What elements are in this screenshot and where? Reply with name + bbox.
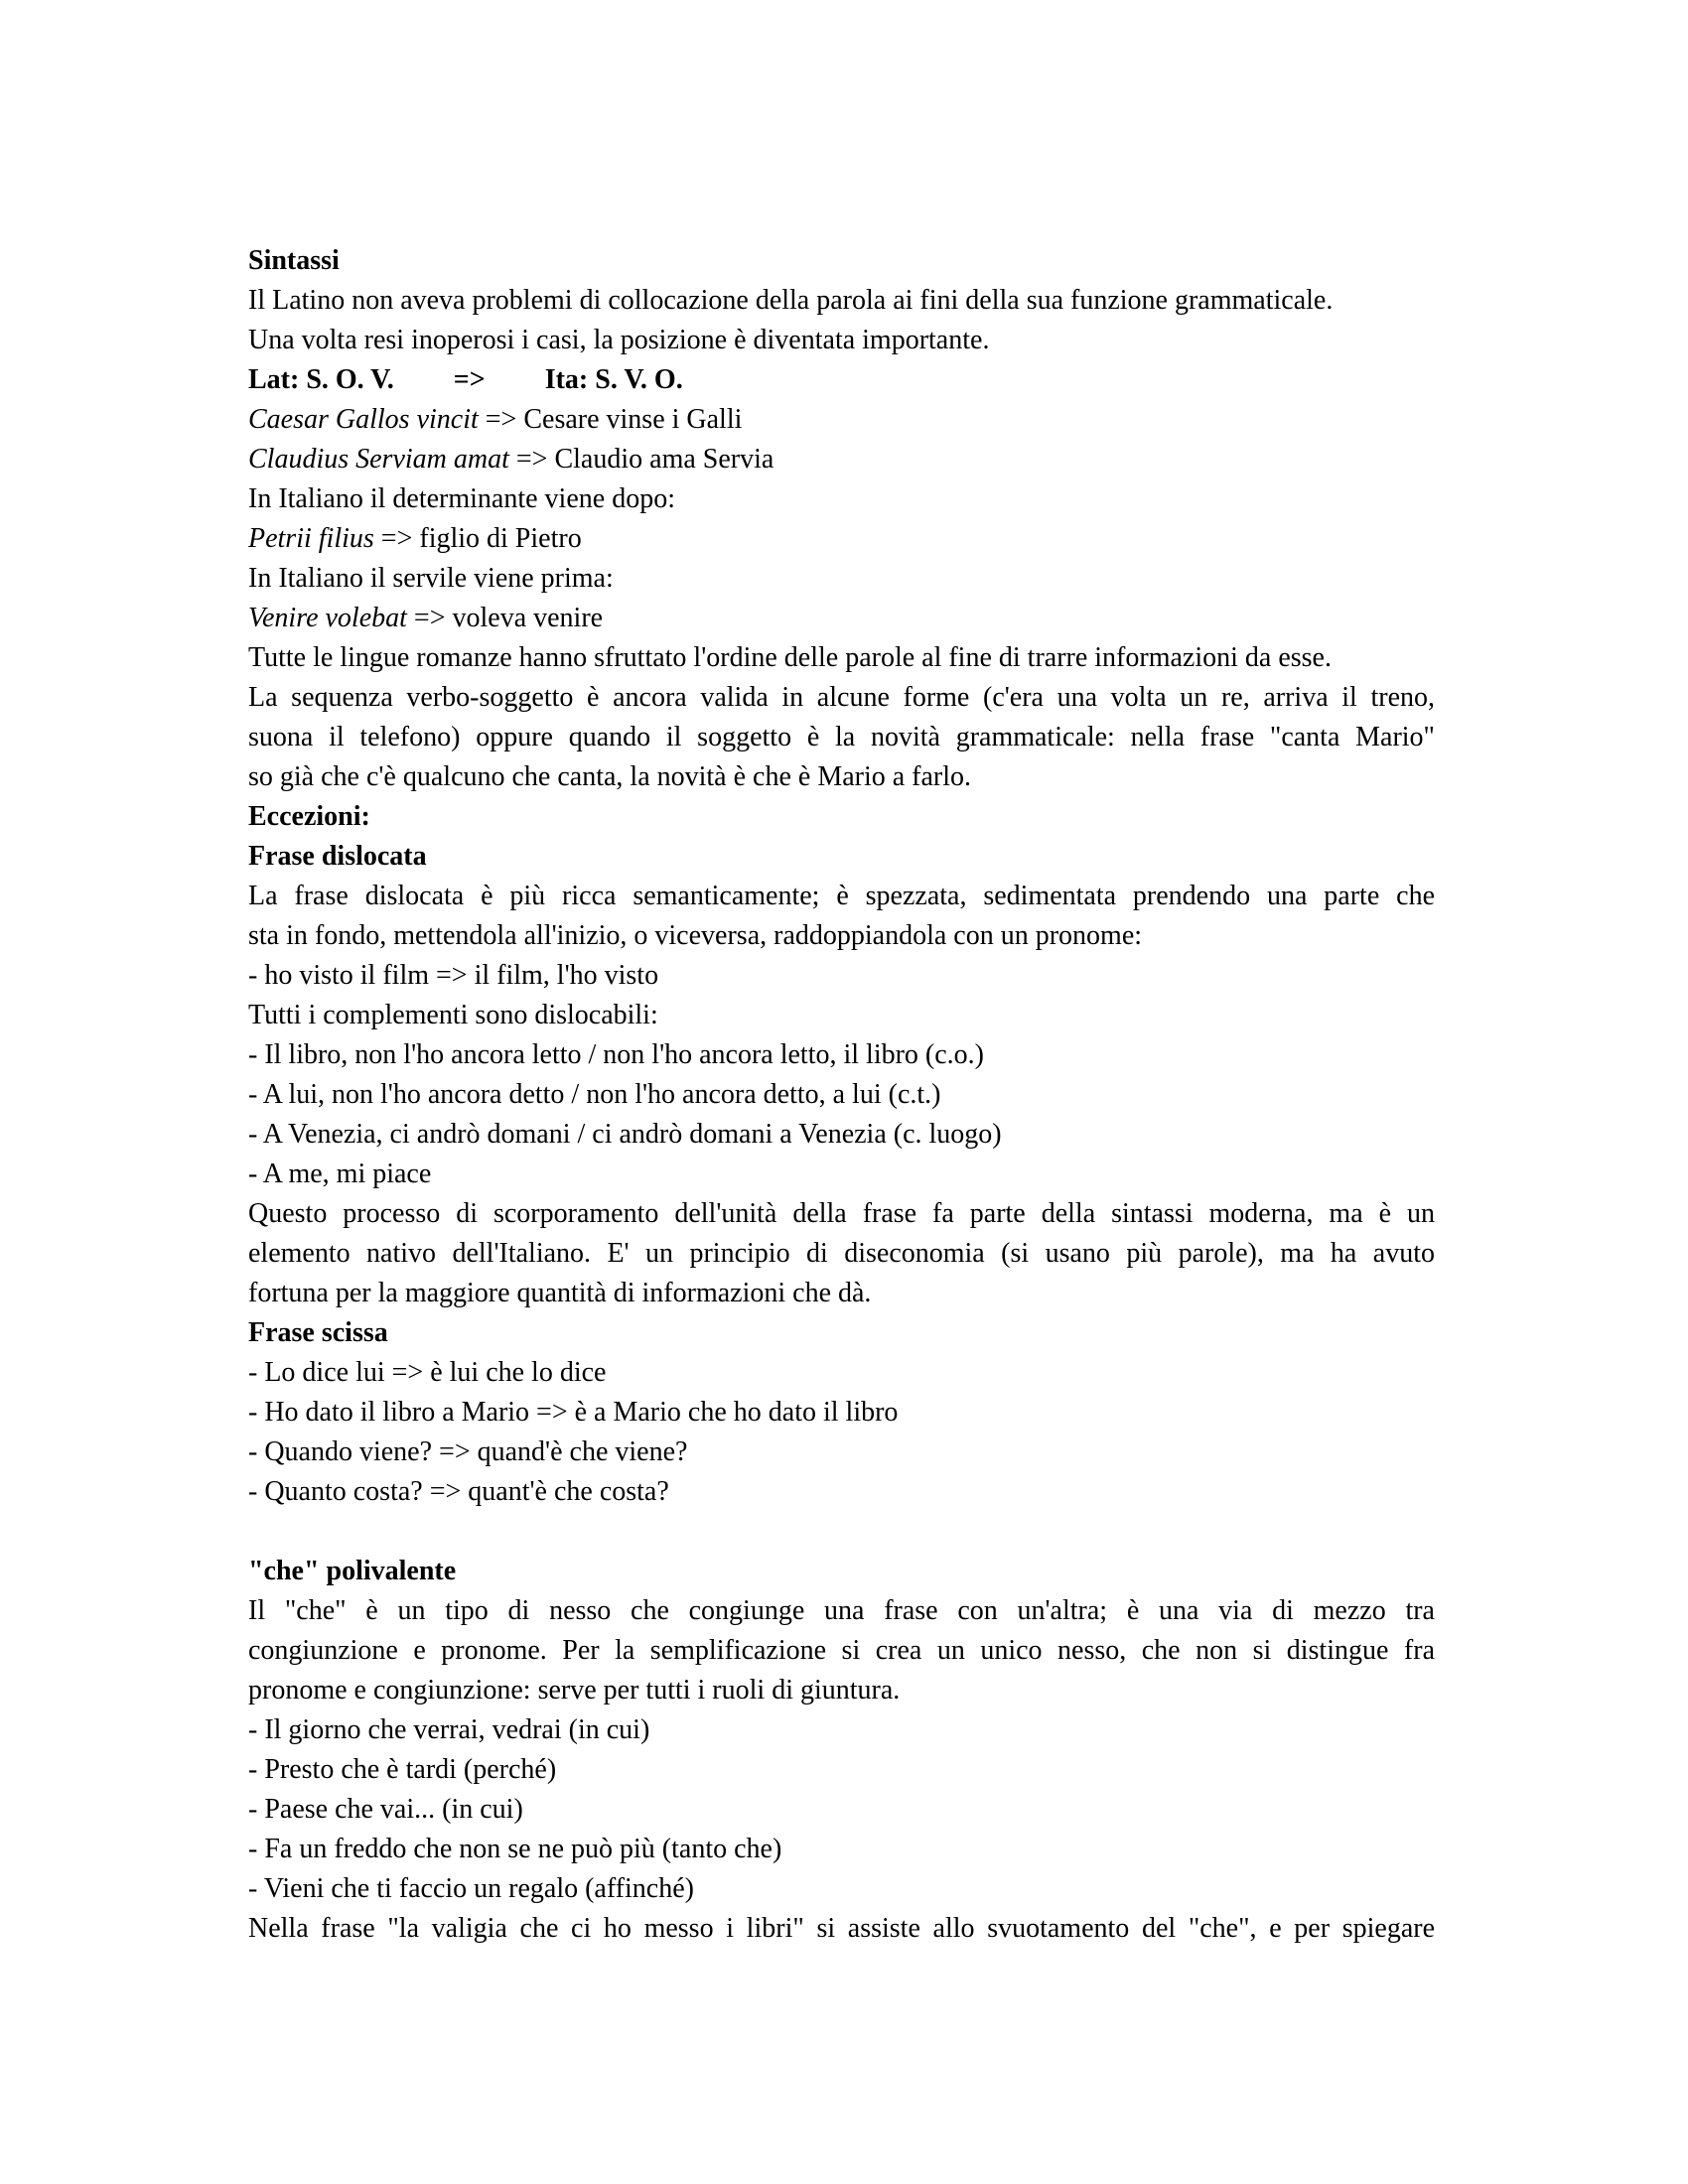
paragraph-line: Nella frase "la valigia che ci ho messo i libri" si assiste allo svuotamento del "che", e per spiegare — [248, 1913, 1435, 1944]
latin-example: Claudius Serviam amat — [248, 444, 509, 475]
paragraph-line: pronome e congiunzione: serve per tutti i ruoli di giuntura. — [248, 1675, 901, 1706]
subsection-title-scissa: Frase scissa — [248, 1317, 388, 1348]
paragraph-line: Il Latino non aveva problemi di collocazione della parola ai fini della sua funzione grammaticale. — [248, 285, 1334, 316]
example-line — [248, 519, 1435, 559]
paragraph-line: Tutte le lingue romanze hanno sfruttato l'ordine delle parole al fine di trarre informazioni da esse. — [248, 642, 1332, 673]
latin-example: Venire volebat — [248, 603, 407, 633]
list-item: - Paese che vai... (in cui) — [248, 1794, 523, 1825]
paragraph-line: fortuna per la maggiore quantità di informazioni che dà. — [248, 1278, 872, 1308]
note-line: In Italiano il determinante viene dopo: — [248, 483, 675, 514]
paragraph-line: La sequenza verbo-soggetto è ancora valida in alcune forme (c'era una volta un re, arriva il treno, — [248, 682, 1435, 713]
example-line — [248, 440, 1435, 479]
italian-translation: => voleva venire — [406, 603, 604, 633]
latin-order: Lat: S. O. V. — [248, 364, 394, 395]
section-title-eccezioni: Eccezioni: — [248, 801, 370, 832]
list-item: - A lui, non l'ho ancora detto / non l'ho ancora detto, a lui (c.t.) — [248, 1079, 941, 1110]
paragraph-line: La frase dislocata è più ricca semanticamente; è spezzata, sedimentata prendendo una parte che — [248, 881, 1435, 911]
list-item: - Il libro, non l'ho ancora letto / non l'ho ancora letto, il libro (c.o.) — [248, 1039, 985, 1070]
list-item: - Quando viene? => quand'è che viene? — [248, 1436, 688, 1467]
list-item: - Vieni che ti faccio un regalo (affinché) — [248, 1873, 694, 1904]
paragraph-line: congiunzione e pronome. Per la semplificazione si crea un unico nesso, che non si distingue fra — [248, 1635, 1435, 1666]
list-item: - Ho dato il libro a Mario => è a Mario che ho dato il libro — [248, 1397, 899, 1428]
italian-order: Ita: S. V. O. — [544, 364, 683, 395]
list-item: - A Venezia, ci andrò domani / ci andrò domani a Venezia (c. luogo) — [248, 1119, 1002, 1150]
paragraph-line: Questo processo di scorporamento dell'unità della frase fa parte della sintassi moderna, ma è un — [248, 1198, 1435, 1229]
section-title-sintassi: Sintassi — [248, 245, 340, 276]
section-title-che: "che" polivalente — [248, 1556, 457, 1586]
list-item: - Fa un freddo che non se ne può più (tanto che) — [248, 1834, 782, 1864]
subsection-title-dislocata: Frase dislocata — [248, 841, 427, 872]
paragraph-line: elemento nativo dell'Italiano. E' un principio di diseconomia (si usano più parole), ma ha avuto — [248, 1238, 1435, 1269]
latin-example: Caesar Gallos vincit — [248, 404, 479, 435]
blank-line — [248, 1512, 1435, 1552]
list-item: - ho visto il film => il film, l'ho visto — [248, 960, 659, 991]
example-line — [248, 400, 1435, 440]
italian-translation: => Cesare vinse i Galli — [478, 404, 743, 435]
note-line: Tutti i complementi sono dislocabili: — [248, 1000, 658, 1030]
paragraph-line: so già che c'è qualcuno che canta, la novità è che è Mario a farlo. — [248, 761, 972, 792]
example-line — [248, 599, 1435, 638]
italian-translation: => Claudio ama Servia — [508, 444, 774, 475]
list-item: - A me, mi piace — [248, 1159, 432, 1189]
document-body — [248, 241, 1435, 1949]
word-order-line — [248, 360, 1435, 400]
paragraph-line: suona il telefono) oppure quando il soggetto è la novità grammaticale: nella frase "canta Mario" — [248, 722, 1435, 752]
list-item: - Quanto costa? => quant'è che costa? — [248, 1476, 669, 1507]
paragraph-line: Il "che" è un tipo di nesso che congiunge una frase con un'altra; è una via di mezzo tra — [248, 1595, 1435, 1626]
list-item: - Presto che è tardi (perché) — [248, 1754, 557, 1785]
italian-translation: => figlio di Pietro — [373, 523, 582, 554]
note-line: In Italiano il servile viene prima: — [248, 563, 614, 594]
order-arrow: => — [453, 364, 486, 395]
list-item: - Lo dice lui => è lui che lo dice — [248, 1357, 607, 1388]
list-item: - Il giorno che verrai, vedrai (in cui) — [248, 1714, 650, 1745]
paragraph-line: Una volta resi inoperosi i casi, la posizione è diventata importante. — [248, 325, 990, 355]
latin-example: Petrii filius — [248, 523, 374, 554]
paragraph-line: sta in fondo, mettendola all'inizio, o viceversa, raddoppiandola con un pronome: — [248, 920, 1143, 951]
